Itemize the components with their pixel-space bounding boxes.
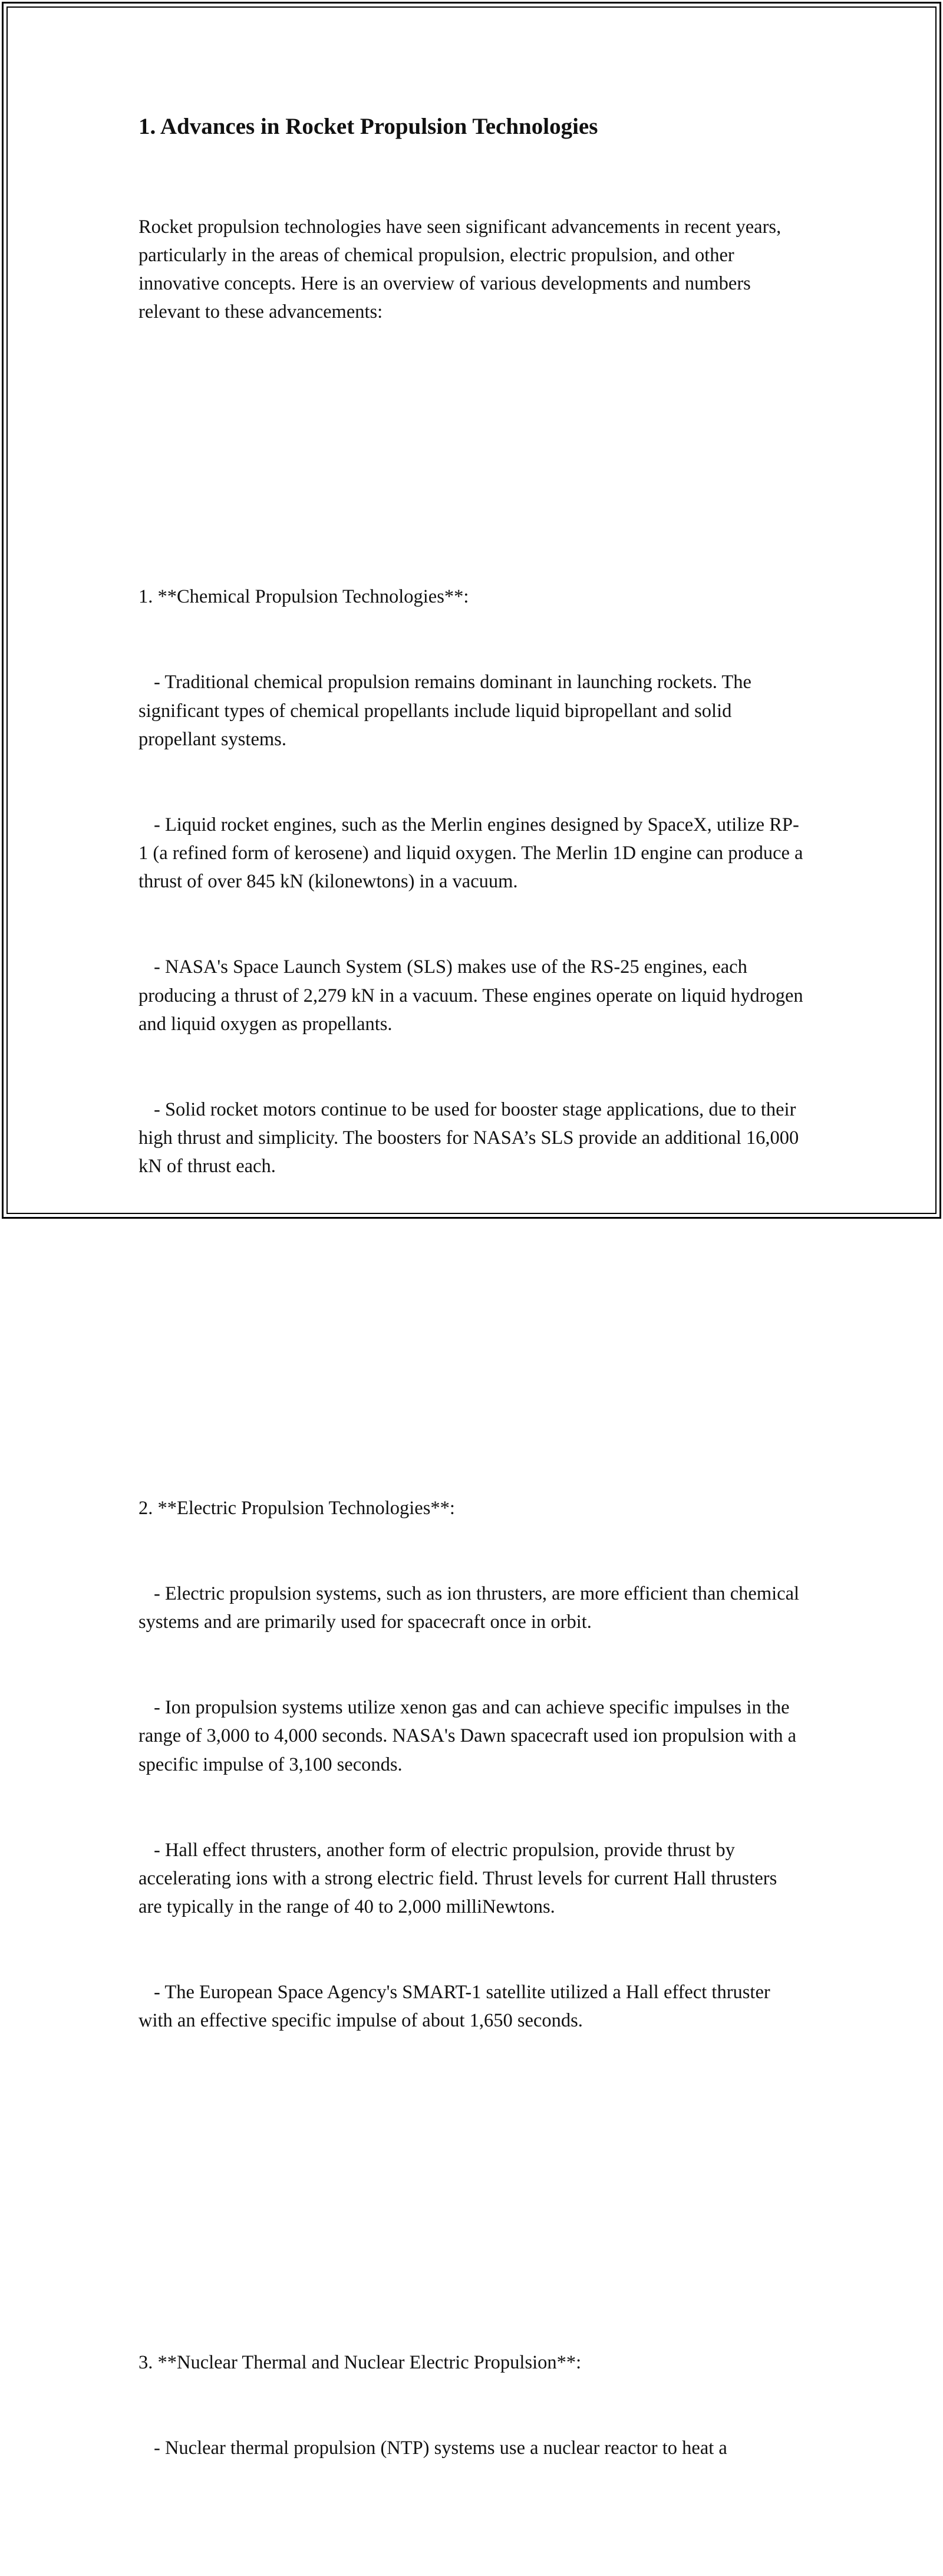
list-item: - The European Space Agency's SMART-1 satellite utilized a Hall effect thruster with an effective specific impulse of about 1,650 seconds. xyxy=(139,1982,775,2032)
section-electric-propulsion xyxy=(139,1437,804,2092)
document-body xyxy=(139,156,808,2576)
intro-paragraph: Rocket propulsion technologies have seen significant advancements in recent years, particularly in the areas of chemical propulsion, electric propulsion, and other innovative concepts. Here is an overview of various developments and numbers relevant to these advancements: xyxy=(139,216,786,323)
section-heading: 2. **Electric Propulsion Technologies**: xyxy=(139,1497,455,1519)
list-item: - Ion propulsion systems utilize xenon gas and can achieve specific impulses in the range of 3,000 to 4,000 seconds. NASA's Dawn spacecraft used ion propulsion with a specific impulse of 3,100 seconds. xyxy=(139,1697,802,1775)
list-item: - Nuclear thermal propulsion (NTP) systems use a nuclear reactor to heat a xyxy=(154,2437,727,2459)
list-item: - Hall effect thrusters, another form of electric propulsion, provide thrust by accelerating ions with a strong electric field. Thrust levels for current Hall thrusters are typically in the range of 40 to 2,000 milliNewtons. xyxy=(139,1839,782,1918)
section-heading: 1. **Chemical Propulsion Technologies**: xyxy=(139,586,469,608)
section-chemical-propulsion xyxy=(139,526,808,1238)
list-item: - NASA's Space Launch System (SLS) makes use of the RS-25 engines, each producing a thrust of 2,279 kN in a vacuum. These engines operate on liquid hydrogen and liquid oxygen as propellants. xyxy=(139,956,808,1035)
list-item: - Traditional chemical propulsion remains dominant in launching rockets. The significant types of chemical propellants include liquid bipropellant and solid propellant systems. xyxy=(139,672,757,750)
section-heading: 3. **Nuclear Thermal and Nuclear Electric Propulsion**: xyxy=(139,2351,582,2373)
list-item: - Liquid rocket engines, such as the Merlin engines designed by SpaceX, utilize RP-1 (a refined form of kerosene) and liquid oxygen. The Merlin 1D engine can produce a thrust of over 845 kN (kilonewtons) in a vacuum. xyxy=(139,814,808,893)
page-title: 1. Advances in Rocket Propulsion Technologies xyxy=(139,114,598,139)
paragraph-gap xyxy=(139,412,804,440)
document-content xyxy=(139,111,808,2576)
paragraph-gap xyxy=(139,2177,804,2206)
list-item: - Solid rocket motors continue to be used for booster stage applications, due to their high thrust and simplicity. The boosters for NASA’s SLS provide an additional 16,000 kN of thrust each. xyxy=(139,1098,804,1177)
list-item: - Electric propulsion systems, such as ion thrusters, are more efficient than chemical systems and are primarily used for spacecraft once in orbit. xyxy=(139,1583,804,1633)
section-nuclear-propulsion xyxy=(139,2291,804,2519)
paragraph-gap xyxy=(139,1323,804,1351)
